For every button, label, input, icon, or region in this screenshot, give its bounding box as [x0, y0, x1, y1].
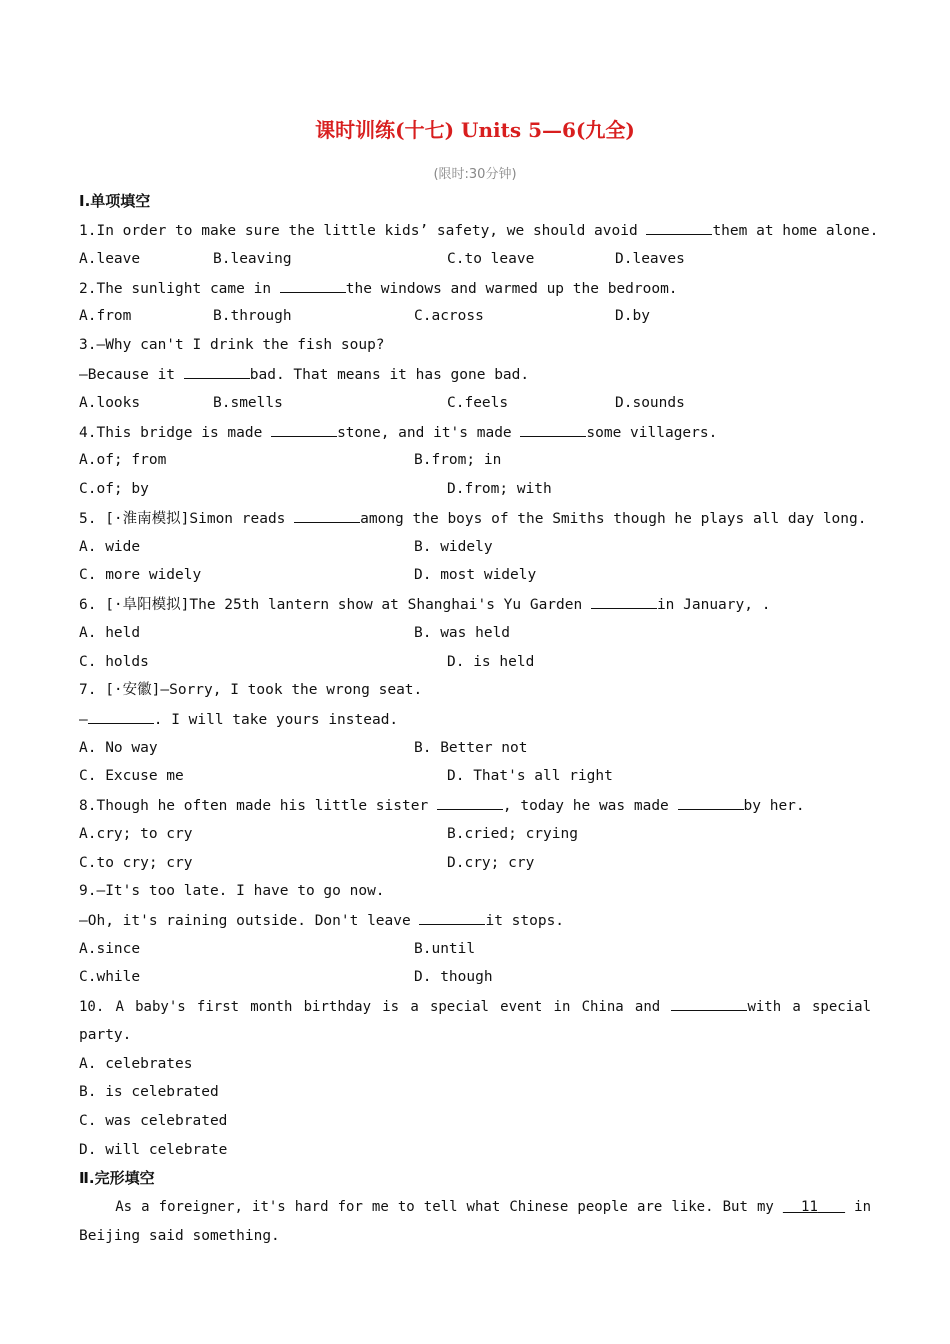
question-6: 6. [·阜阳模拟]The 25th lantern show at Shanghai's Yu Garden in January, .	[79, 594, 770, 615]
q10-option-b: B. is celebrated	[79, 1084, 219, 1100]
question-4: 4.This bridge is made stone, and it's made some villagers.	[79, 422, 717, 443]
cloze-blank-11: 11	[801, 1199, 818, 1215]
question-2: 2.The sunlight came in the windows and warmed up the bedroom.	[79, 278, 678, 299]
q8-option-a: A.cry; to cry	[79, 826, 193, 842]
q6-option-a: A. held	[79, 625, 141, 641]
q2-option-c: C.across	[414, 308, 484, 324]
q9-option-c: C.while	[79, 969, 141, 985]
q4-option-c: C.of; by	[79, 481, 149, 497]
question-8: 8.Though he often made his little sister , today he was made by her.	[79, 795, 805, 816]
q10-option-c: C. was celebrated	[79, 1113, 228, 1129]
answer-blank	[591, 594, 657, 609]
q9-option-d: D. though	[414, 969, 493, 985]
q3-option-b: B.smells	[213, 395, 283, 411]
question-7-response: — . I will take yours instead.	[79, 709, 398, 730]
q9-option-b: B.until	[414, 941, 476, 957]
question-5: 5. [·淮南模拟]Simon reads among the boys of the Smiths though he plays all day long.	[79, 508, 866, 529]
answer-blank	[419, 910, 485, 925]
question-9-response: —Oh, it's raining outside. Don't leave it stops.	[79, 910, 564, 931]
question-1: 1.In order to make sure the little kids’ safety, we should avoid them at home alone.	[79, 220, 878, 241]
page-title: 课时训练(十七) Units 5—6(九全)	[315, 118, 635, 142]
question-3-response: —Because it bad. That means it has gone bad.	[79, 364, 529, 385]
q2-option-d: D.by	[615, 308, 650, 324]
q4-option-b: B.from; in	[414, 452, 502, 468]
question-10: 10. A baby's first month birthday is a special event in China and with a special	[79, 996, 871, 1017]
q1-option-d: D.leaves	[615, 251, 685, 267]
q1-option-b: B.leaving	[213, 251, 292, 267]
q10-option-d: D. will celebrate	[79, 1142, 228, 1158]
q4-option-d: D.from; with	[447, 481, 552, 497]
q1-option-a: A.leave	[79, 251, 141, 267]
question-3: 3.—Why can't I drink the fish soup?	[79, 337, 385, 353]
q7-option-c: C. Excuse me	[79, 768, 184, 784]
q3-option-a: A.looks	[79, 395, 141, 411]
cloze-paragraph: As a foreigner, it's hard for me to tell what Chinese people are like. But my 11 in	[79, 1199, 872, 1215]
answer-blank	[271, 422, 337, 437]
q1-option-c: C.to leave	[447, 251, 535, 267]
q6-option-c: C. holds	[79, 654, 149, 670]
q7-option-a: A. No way	[79, 740, 158, 756]
q3-option-d: D.sounds	[615, 395, 685, 411]
q2-option-a: A.from	[79, 308, 132, 324]
q5-option-a: A. wide	[79, 539, 141, 555]
q6-option-d: D. is held	[447, 654, 535, 670]
q8-option-d: D.cry; cry	[447, 855, 535, 871]
answer-blank	[294, 508, 360, 523]
question-7: 7. [·安徽]—Sorry, I took the wrong seat.	[79, 682, 423, 698]
q7-option-b: B. Better not	[414, 740, 528, 756]
q9-option-a: A.since	[79, 941, 141, 957]
q7-option-d: D. That's all right	[447, 768, 613, 784]
q5-option-d: D. most widely	[414, 567, 537, 583]
section-heading-multiple-choice: Ⅰ.单项填空	[79, 192, 151, 210]
q5-option-b: B. widely	[414, 539, 493, 555]
cloze-paragraph-continued: Beijing said something.	[79, 1228, 280, 1244]
q8-option-b: B.cried; crying	[447, 826, 578, 842]
time-limit: (限时:30分钟)	[433, 167, 517, 182]
q8-option-c: C.to cry; cry	[79, 855, 193, 871]
answer-blank	[671, 996, 747, 1011]
question-9: 9.—It's too late. I have to go now.	[79, 883, 385, 899]
answer-blank	[184, 364, 250, 379]
section-heading-cloze: Ⅱ.完形填空	[79, 1169, 155, 1187]
answer-blank	[646, 220, 712, 235]
answer-blank	[88, 709, 154, 724]
q2-option-b: B.through	[213, 308, 292, 324]
answer-blank	[280, 278, 346, 293]
answer-blank	[437, 795, 503, 810]
q3-option-c: C.feels	[447, 395, 509, 411]
q5-option-c: C. more widely	[79, 567, 202, 583]
question-10-continued: party.	[79, 1027, 132, 1043]
answer-blank	[520, 422, 586, 437]
q6-option-b: B. was held	[414, 625, 511, 641]
q10-option-a: A. celebrates	[79, 1056, 193, 1072]
q4-option-a: A.of; from	[79, 452, 167, 468]
answer-blank	[678, 795, 744, 810]
